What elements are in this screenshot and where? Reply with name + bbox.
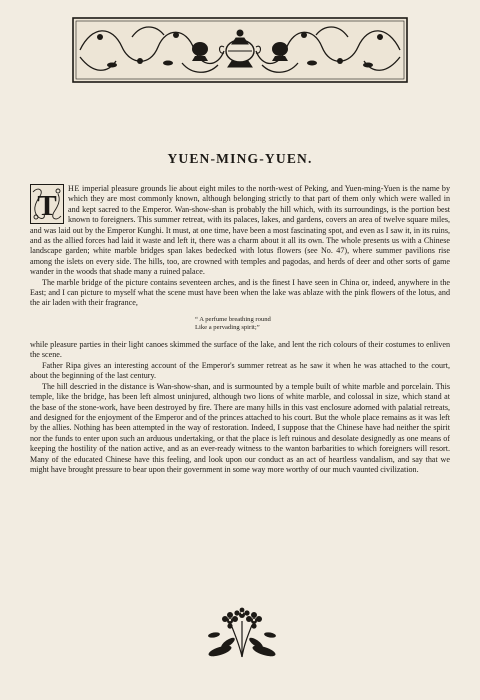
paragraph: The marble bridge of the picture contains seventeen arches, and is the finest I have seen in China or, indeed, anywhere in the East; and I can picture to myself what the scene must have been when the lake was ablaze with the pink flowers of the lotus, and the air laden with their fragrance, (30, 277, 450, 308)
quote-line: “ A perfume breathing round (195, 315, 271, 323)
svg-text:T: T (37, 190, 57, 222)
drop-cap (30, 184, 64, 224)
first-word: HE (68, 184, 80, 193)
paragraph: The hill descried in the distance is Wan-show-shan, and is surmounted by a temple built of white marble and porcelain. This temple, like the bridge, has been left almost uninjured, although two lions of white marble, and colossal in size, which stand at the base of the stone-work, have been destroyed by fire. There are many hills in this vast enclosure adorned with palatial retreats, and designed for the enjoyment of the Emperor and of the princes attached to his court. But the whole place remains as it was left by the allies. Nothing has been attempted in the way of restoration. Indeed, I suppose that the Chinese have had neither the spirit nor the funds to enter upon such an arduous undertaking, or that the place is left ruinous and desolate designedly as one means of keeping the hostility of the nation active, and as an ever-ready witness to the wanton barbarities to which foreigners will resort. Many of the educated Chinese have this feeling, and look upon our conduct as an act of heartless vandalism, and say that we might have brought pressure to bear upon their government in some way more worthy of our much vaunted civilization. (30, 381, 450, 474)
paragraph: Father Ripa gives an interesting account of the Emperor's summer retreat as he saw it when he was attached to the court, about the beginning of the last century. (30, 360, 450, 381)
floral-scroll-headpiece-icon (72, 17, 408, 83)
paragraph (30, 184, 450, 278)
verse-quote (195, 316, 450, 333)
flower-sprig-tailpiece-icon (206, 607, 278, 659)
paragraph-text: imperial pleasure grounds lie about eight miles to the north-west of Peking, and Yuen-ming-Yuen is the name by which they are most commonly known, although belonging strictly to that part of them only which were walled in and kept sacred to the Emperor. Wan-show-shan is probably the hill which, with its surroundings, is the portion best known to foreigners. This summer retreat, with its palaces, lakes, and gardens, covers an area of twelve square miles, and was laid out by the Emperor Kunghi. It must, at one time, have been a most fascinating spot, and even as I saw it, in its ruins, and as the allied forces had laid it waste and left it, there was a charm about it all its own. The whole presents us with a Chinese landscape garden; white marble bridges span lakes bedecked with lotus flowers (see No. 47), where summer pavilions rise among the islets on every side. The hills, too, are crowned with temples and pagodas, and herds of deer and other sorts of game wander in the woods that shade many a ruined palace. (30, 184, 450, 277)
quote-line: Like a pervading spirit;” (195, 324, 260, 332)
page-title: YUEN-MING-YUEN. (167, 151, 313, 166)
ornamental-drop-cap-icon (30, 184, 64, 224)
body-text (30, 184, 450, 475)
paragraph: while pleasure parties in their light canoes skimmed the surface of the lake, and lent the rich colours of their costumes to enliven the scene. (30, 340, 450, 360)
